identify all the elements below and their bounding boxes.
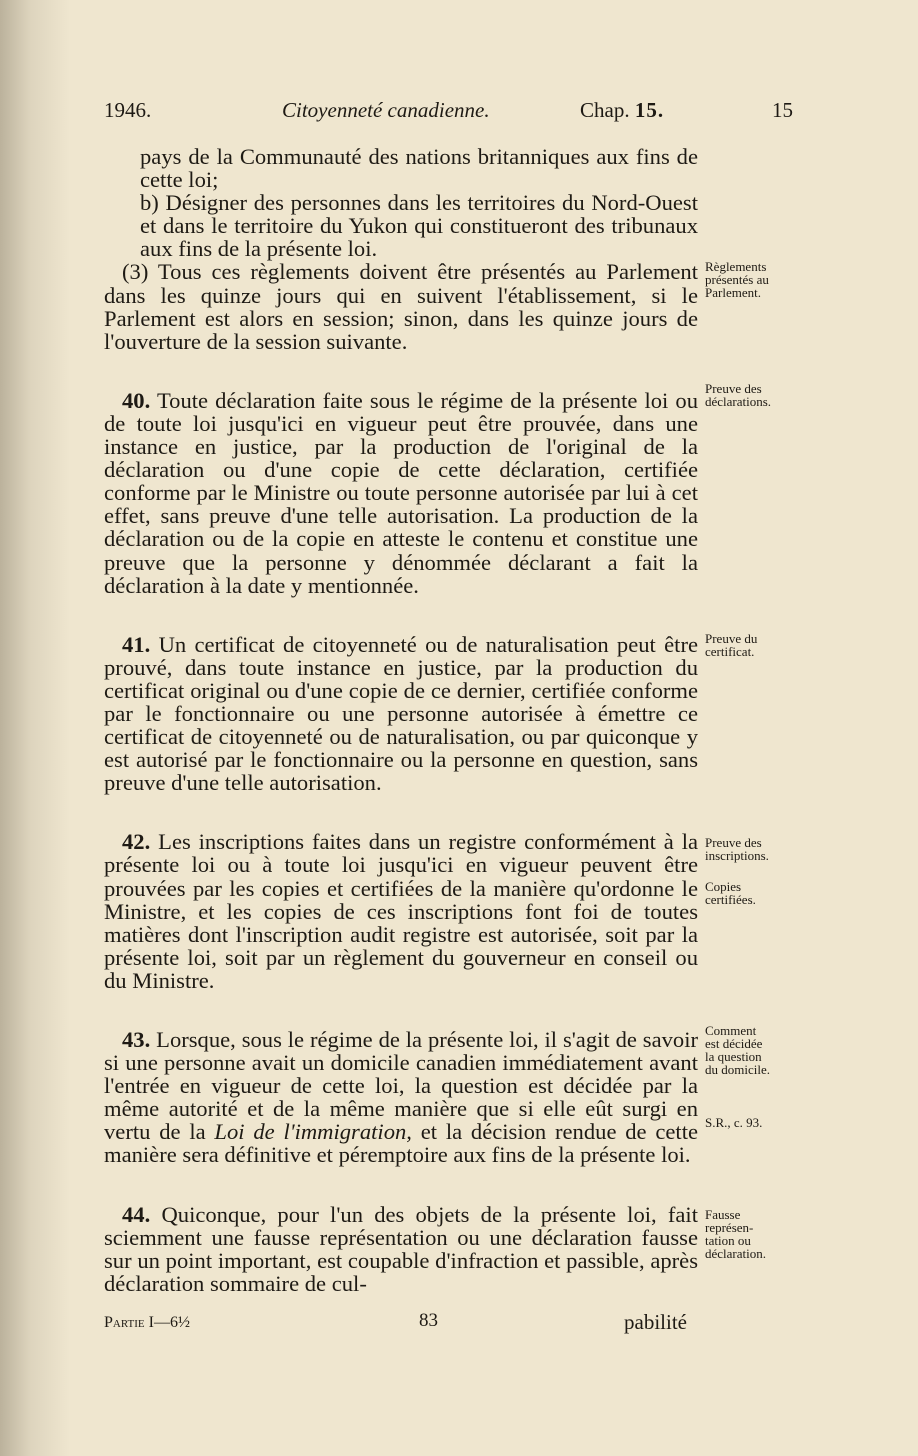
footer-page-number: 83 (419, 1310, 438, 1331)
article-number: 43. (122, 1027, 151, 1052)
header-chapter: Chap. 15. (580, 98, 665, 122)
margin-note-domicile: Comment est décidée la question du domicile. (705, 1023, 770, 1077)
margin-note-fausse-representation: Fausse représen- tation ou déclaration. (705, 1207, 766, 1261)
article-44: 44. Quiconque, pour l'un des objets de la présente loi, fait sciemment une fausse représentation ou une déclaration fausse sur un point important, est coupable d'infraction et passible, après déclaration sommaire de cul- (104, 1201, 698, 1296)
article-40: 40. Toute déclaration faite sous le régime de la présente loi ou de toute loi jusqu'ici en vigueur peut être prouvée, dans une instance en justice, par la production de l'original de la déclaration ou d'une copie de cette déclaration, certifiée conforme par le Ministre ou toute personne autorisée par lui à cet effet, sans preuve d'une telle autorisation. La production de la déclaration ou de la copie en atteste le contenu et constitue une preuve que la personne y dénommée déclarant a fait la déclaration à la date y mentionnée. (104, 387, 698, 598)
page-footer (104, 1310, 704, 1338)
catchword: pabilité (624, 1310, 687, 1334)
header-page-number: 15 (772, 98, 793, 122)
margin-note-reglements: Règlements présentés au Parlement. (705, 259, 769, 300)
article-number: 41. (122, 631, 151, 657)
article-43: 43. Lorsque, sous le régime de la présente loi, il s'agit de savoir si une personne avait un domicile canadien immédiatement avant l'entrée en vigueur de cette loi, la question est décidée par la même autorité et de la même manière que si elle eût surgi en vertu de la Loi de l'immigration, et la décision rendue de cette manière sera définitive et péremptoire aux fins de la présente loi. (104, 1027, 699, 1168)
article-number: 44. (122, 1201, 151, 1227)
main-text (104, 145, 698, 1295)
article-42: 42. Les inscriptions faites dans un registre conformément à la présente loi ou à toute loi jusqu'ici en vigueur peuvent être prouvées par les copies et certifiées de la manière qu'ordonne le Ministre, et les copies de ces inscriptions font foi de toutes matières dont l'inscription audit registre est autorisée, soit par la présente loi, soit par un règlement du gouverneur en conseil ou du Ministre. (104, 829, 698, 993)
header-title: Citoyenneté canadienne. (282, 98, 490, 122)
margin-note-preuve-certificat: Preuve du certificat. (705, 631, 758, 659)
article-41: 41. Un certificat de citoyenneté ou de naturalisation peut être prouvé, dans toute instance en justice, par la production du certificat original ou d'une copie de ce dernier, certifiée conforme par le fonctionnaire ou une personne autorisée à émettre ce certificat de citoyenneté ou de naturalisation, ou par quiconque y est autorisé par le fonctionnaire ou la personne en question, sans preuve d'une telle autorisation. (104, 631, 698, 796)
article-number: 40. (122, 387, 151, 413)
printer-signature: Partie I—6½ (104, 1314, 190, 1331)
margin-note-preuve-declarations: Preuve des déclarations. (705, 381, 772, 409)
header-year: 1946. (104, 98, 152, 122)
margin-note-copies: Copies certifiées. (705, 879, 756, 907)
margin-note-preuve-inscriptions: Preuve des inscriptions. (705, 835, 769, 863)
paragraph-p1: pays de la Communauté des nations britanniques aux fins de cette loi; (140, 144, 698, 193)
paragraph-3: (3) Tous ces règlements doivent être présentés au Parlement dans les quinze jours qui en suivent l'établissement, si le Parlement est alors en session; sinon, dans les quinze jours de l'ouverture de la session suivante. (104, 259, 698, 354)
article-number: 42. (122, 829, 151, 855)
running-header (104, 98, 796, 128)
paragraph-b: b) Désigner des personnes dans les territoires du Nord-Ouest et dans le territoire du Yukon qui constitueront des tribunaux aux fins de la présente loi. (140, 190, 698, 262)
margin-note-citation: S.R., c. 93. (705, 1115, 763, 1130)
